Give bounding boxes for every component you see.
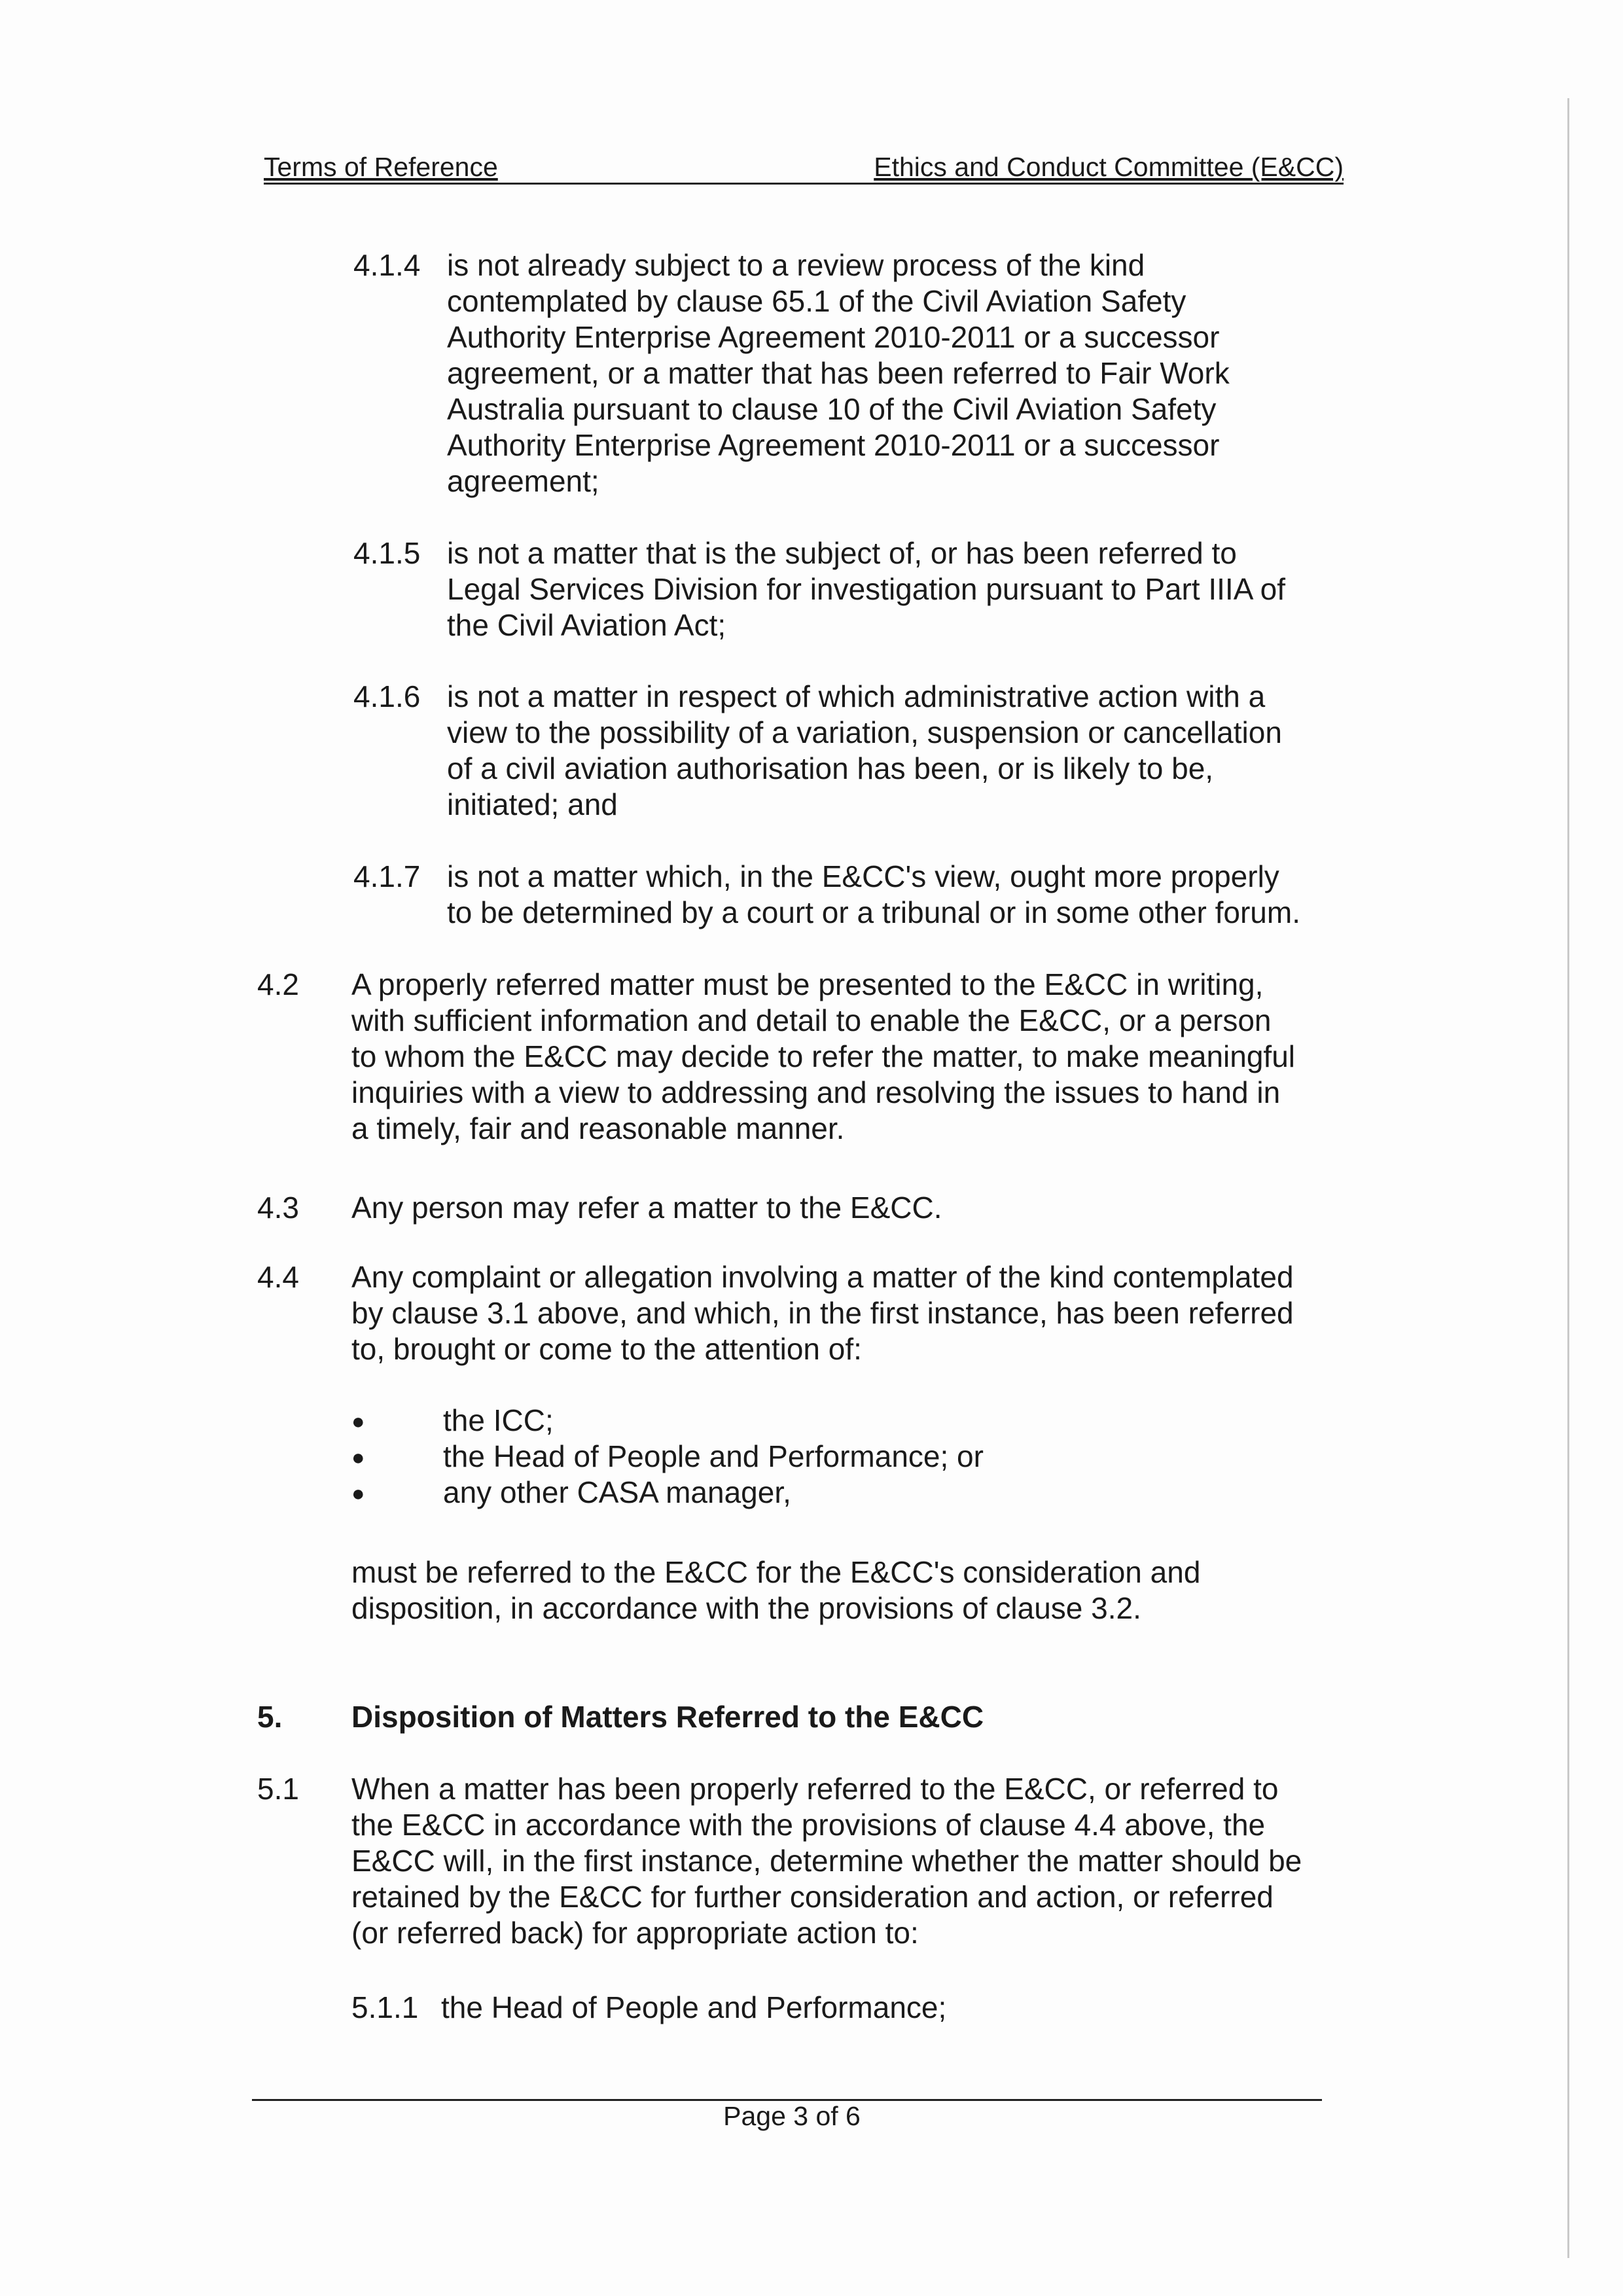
- clause-line: by clause 3.1 above, and which, in the first instance, has been referred: [351, 1296, 1294, 1330]
- clause-line: is not a matter that is the subject of, or has been referred to: [447, 536, 1237, 570]
- clause-line: contemplated by clause 65.1 of the Civil Aviation Safety: [447, 284, 1186, 318]
- clause-line: to whom the E&CC may decide to refer the matter, to make meaningful: [351, 1039, 1296, 1073]
- clause-line: a timely, fair and reasonable manner.: [351, 1111, 845, 1145]
- clause-line: Any complaint or allegation involving a matter of the kind contemplated: [351, 1260, 1294, 1294]
- clause-line: Australia pursuant to clause 10 of the Civil Aviation Safety: [447, 392, 1217, 426]
- bullet-icon: ●: [351, 1481, 365, 1506]
- clause-line: to be determined by a court or a tribunal or in some other forum.: [447, 895, 1300, 929]
- bullet-icon: ●: [351, 1445, 365, 1470]
- header-right-title: Ethics and Conduct Committee (E&CC): [874, 152, 1344, 182]
- header-rule: [264, 183, 1344, 185]
- clause-4-4-tail: [351, 1554, 1431, 1626]
- clause-line: E&CC will, in the first instance, determine whether the matter should be: [351, 1844, 1302, 1878]
- clause-line: the Civil Aviation Act;: [447, 608, 726, 642]
- clause-number: 5.1.1: [351, 1990, 419, 2024]
- header-left-title: Terms of Reference: [264, 152, 498, 182]
- clause-line: (or referred back) for appropriate action to:: [351, 1916, 919, 1950]
- clause-line: of a civil aviation authorisation has been, or is likely to be,: [447, 751, 1214, 785]
- clause-line: initiated; and: [447, 787, 618, 821]
- clause-line: agreement, or a matter that has been referred to Fair Work: [447, 356, 1230, 390]
- clause-line: the E&CC in accordance with the provisions of clause 4.4 above, the: [351, 1808, 1266, 1842]
- clause-number: 4.1.5: [353, 536, 421, 570]
- clause-number: 4.3: [257, 1191, 299, 1225]
- scan-edge-line: [1567, 98, 1569, 2258]
- page-header: [264, 152, 1344, 185]
- list-item: ● any other CASA manager,: [351, 1475, 1202, 1511]
- clause-line: disposition, in accordance with the provisions of clause 3.2.: [351, 1591, 1141, 1625]
- section-number: 5.: [257, 1700, 283, 1734]
- clause-line: must be referred to the E&CC for the E&CC's consideration and: [351, 1555, 1201, 1589]
- clause-number: 4.1.4: [353, 248, 421, 282]
- list-item: ● the ICC;: [351, 1403, 1202, 1439]
- clause-line: to, brought or come to the attention of:: [351, 1332, 862, 1366]
- clause-line: Legal Services Division for investigation pursuant to Part IIIA of: [447, 572, 1285, 606]
- clause-line: Any person may refer a matter to the E&CC.: [351, 1191, 942, 1225]
- clause-number: 5.1: [257, 1772, 299, 1806]
- clause-line: is not a matter which, in the E&CC's view, ought more properly: [447, 859, 1279, 893]
- clause-line: inquiries with a view to addressing and resolving the issues to hand in: [351, 1075, 1281, 1109]
- list-item: ● the Head of People and Performance; or: [351, 1439, 1202, 1475]
- clause-line: A properly referred matter must be presented to the E&CC in writing,: [351, 967, 1264, 1001]
- clause-number: 4.1.6: [353, 679, 421, 713]
- clause-number: 4.1.7: [353, 859, 421, 893]
- clause-number: 4.4: [257, 1260, 299, 1294]
- clause-number: 4.2: [257, 967, 299, 1001]
- bullet-icon: ●: [351, 1409, 365, 1434]
- clause-line: view to the possibility of a variation, suspension or cancellation: [447, 715, 1282, 749]
- clause-line: Authority Enterprise Agreement 2010-2011 or a successor: [447, 320, 1220, 354]
- clause-line: is not already subject to a review process of the kind: [447, 248, 1145, 282]
- page-number: Page 3 of 6: [723, 2101, 861, 2131]
- clause-line: the Head of People and Performance;: [441, 1990, 947, 2024]
- bullet-list: [351, 1403, 1202, 1511]
- clause-line: is not a matter in respect of which administrative action with a: [447, 679, 1266, 713]
- clause-line: When a matter has been properly referred to the E&CC, or referred to: [351, 1772, 1279, 1806]
- clause-line: agreement;: [447, 464, 599, 498]
- clause-line: with sufficient information and detail to enable the E&CC, or a person: [351, 1003, 1272, 1037]
- clause-line: Authority Enterprise Agreement 2010-2011 or a successor: [447, 428, 1220, 462]
- section-title: Disposition of Matters Referred to the E&CC: [351, 1700, 984, 1734]
- clause-line: retained by the E&CC for further consideration and action, or referred: [351, 1880, 1274, 1914]
